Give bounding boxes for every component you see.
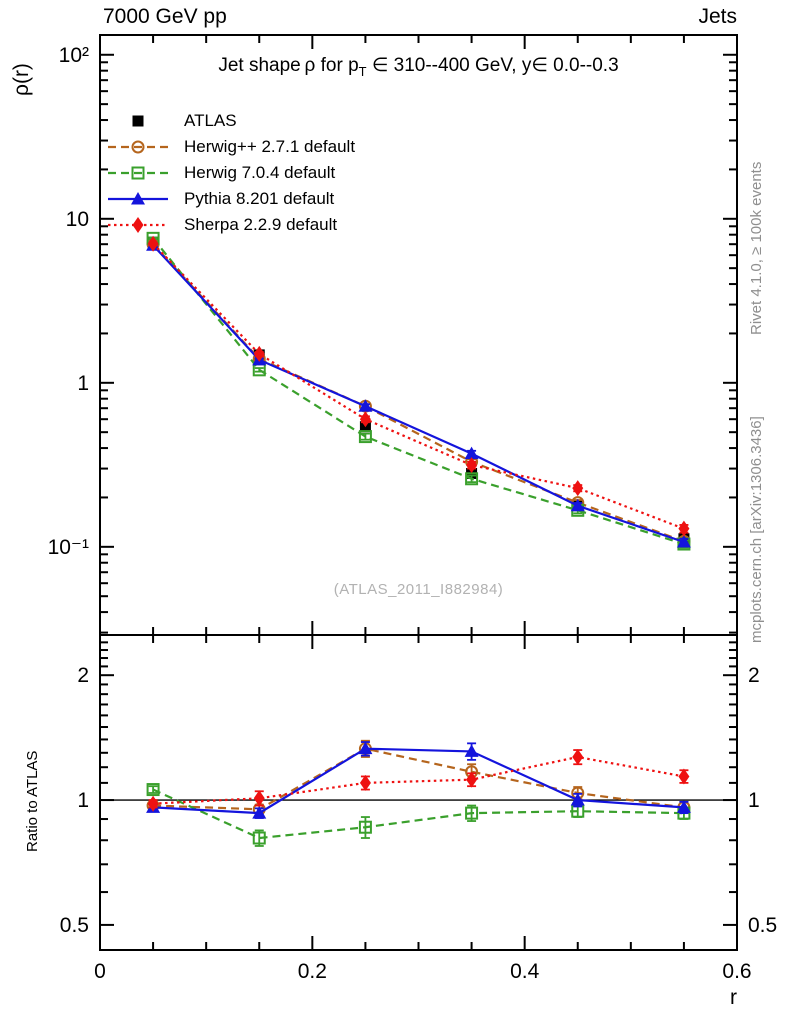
x-tick-label: 0.2 xyxy=(297,960,327,983)
filled-diamond-marker xyxy=(572,749,583,765)
analysis-watermark: (ATLAS_2011_I882984) xyxy=(333,581,504,598)
y-tick-label-main: 10² xyxy=(58,43,89,67)
legend-label: ATLAS xyxy=(184,111,237,130)
filled-square-marker xyxy=(133,116,144,127)
plot-title-tail: ∈ 310--400 GeV, y∈ 0.0--0.3 xyxy=(366,55,619,76)
x-tick-label: 0 xyxy=(94,960,106,983)
process-label: Jets xyxy=(698,5,737,28)
y-tick-label-ratio-left: 1 xyxy=(77,789,89,813)
y-tick-label-ratio-left: 2 xyxy=(77,664,89,688)
plot-title-subscript: T xyxy=(358,63,367,79)
legend-sample xyxy=(106,111,170,131)
legend-sample xyxy=(106,189,170,209)
ratio-series-1 xyxy=(148,784,690,846)
ratio-panel-frame xyxy=(100,635,737,950)
legend-item xyxy=(106,189,355,209)
main-series-2 xyxy=(148,233,690,550)
plot-title xyxy=(100,54,737,79)
legend-label: Sherpa 2.2.9 default xyxy=(184,215,338,234)
ratio-line xyxy=(153,749,684,813)
main-series-4 xyxy=(148,236,690,537)
ratio-series-0 xyxy=(148,741,690,815)
legend-label: Herwig 7.0.4 default xyxy=(184,163,336,182)
legend xyxy=(106,111,355,241)
legend-sample xyxy=(106,137,170,157)
y-tick-label-ratio-left: 0.5 xyxy=(59,913,89,937)
main-line xyxy=(153,244,684,529)
beam-energy-label: 7000 GeV pp xyxy=(103,5,227,28)
y-tick-label-ratio-right: 2 xyxy=(748,664,760,688)
x-tick-label: 0.6 xyxy=(722,960,752,983)
filled-diamond-marker xyxy=(133,217,144,233)
y-tick-label-ratio-right: 0.5 xyxy=(748,913,778,937)
legend-sample xyxy=(106,215,170,235)
main-line xyxy=(153,244,684,541)
mcplots-reference-note: mcplots.cern.ch [arXiv:1306.3436] xyxy=(748,416,765,643)
x-tick-label: 0.4 xyxy=(510,960,540,983)
legend-sample xyxy=(106,163,170,183)
legend-item xyxy=(106,137,355,157)
legend-item xyxy=(106,215,355,235)
y-axis-label-main: ρ(r) xyxy=(10,63,33,96)
y-tick-label-main: 1 xyxy=(77,371,89,395)
ratio-series-2 xyxy=(146,742,691,819)
y-tick-label-main: 10 xyxy=(65,207,89,231)
legend-item xyxy=(106,163,355,183)
legend-label: Pythia 8.201 default xyxy=(184,189,335,208)
legend-label: Herwig++ 2.7.1 default xyxy=(184,137,356,156)
legend-item xyxy=(106,111,355,131)
plot-title-text: Jet shape ρ for p xyxy=(218,55,359,76)
rivet-version-note: Rivet 4.1.0, ≥ 100k events xyxy=(748,161,765,335)
main-series-0 xyxy=(148,237,690,545)
y-axis-label-ratio: Ratio to ATLAS xyxy=(24,750,41,852)
filled-diamond-marker xyxy=(572,480,583,496)
x-axis-label: r xyxy=(730,986,737,1009)
y-tick-label-main: 10⁻¹ xyxy=(47,535,89,559)
y-tick-label-ratio-right: 1 xyxy=(748,789,760,813)
